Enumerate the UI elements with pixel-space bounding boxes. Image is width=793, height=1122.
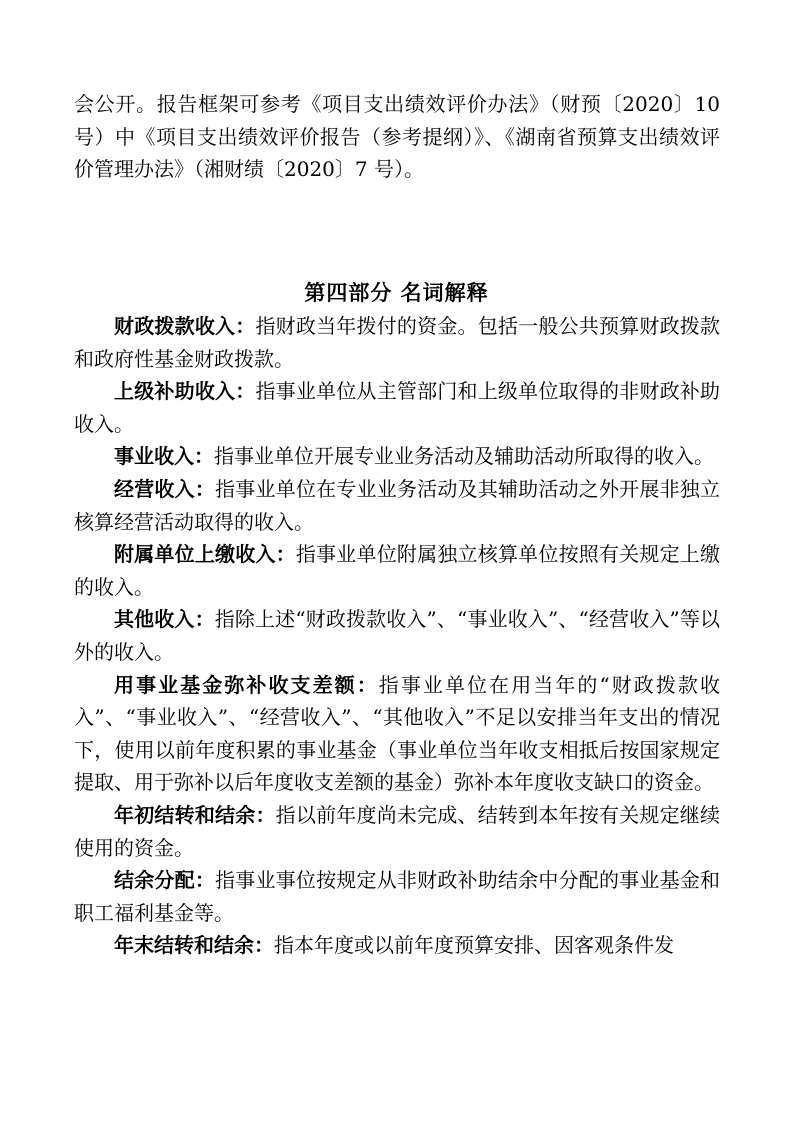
definition-term: 用事业基金弥补收支差额： [114,672,379,697]
definitions-list [74,310,720,962]
definition-text: 指事业单位从主管部门和上级单位取得的非财政补助收入。 [74,379,721,436]
definition-term: 上级补助收入： [114,379,256,404]
definition-text: 指事业单位在用当年的“财政拨款收入”、“事业收入”、“经营收入”、“其他收入”不足以安排当年支出的情况下，使用以前年度积累的事业基金（事业单位当年收支相抵后按国家规定提取、用于弥补以后年度收支差额的基金）弥补本年度收支缺口的资金。 [74,672,721,795]
definition-item [74,799,720,864]
definition-term: 其他收入： [114,607,215,632]
definition-text: 指除上述“财政拨款收入”、“事业收入”、“经营收入”等以外的收入。 [74,607,720,664]
definition-text: 指财政当年拨付的资金。包括一般公共预算财政拨款和政府性基金财政拨款。 [74,314,721,371]
definition-term: 附属单位上缴收入： [114,542,296,567]
definition-item [74,375,720,440]
definition-text: 指事业单位附属独立核算单位按照有关规定上缴的收入。 [74,542,721,599]
definition-item [74,669,720,799]
definition-term: 年初结转和结余： [114,802,276,827]
definition-text: 指事业单位开展专业业务活动及辅助活动所取得的收入。 [214,444,714,469]
definition-text: 指事业事位按规定从非财政补助结余中分配的事业基金和职工福利基金等。 [74,868,721,925]
definition-item [74,929,720,962]
definition-item [74,473,720,538]
definition-item [74,538,720,603]
definition-text: 指事业单位在专业业务活动及其辅助活动之外开展非独立核算经营活动取得的收入。 [74,476,721,534]
definition-term: 事业收入： [114,444,214,469]
definition-item [74,440,720,473]
definition-text: 指以前年度尚未完成、结转到本年按有关规定继续使用的资金。 [74,802,721,860]
definition-item [74,603,720,668]
intro-paragraph: 会公开。报告框架可参考《项目支出绩效评价办法》（财预〔2020〕10 号）中《项目支出绩效评价报告（参考提纲）》、《湖南省预算支出绩效评价管理办法》（湘财绩〔2020〕7 号）。 [74,92,720,181]
definition-item [74,864,720,929]
definition-term: 经营收入： [114,476,216,501]
section-title: 第四部分 名词解释 [304,281,489,305]
definition-item [74,310,720,375]
definition-text: 指本年度或以前年度预算安排、因客观条件发 [274,933,674,958]
definition-term: 年末结转和结余： [114,933,274,958]
definition-term: 结余分配： [114,868,216,893]
definition-term: 财政拨款收入： [114,314,256,338]
